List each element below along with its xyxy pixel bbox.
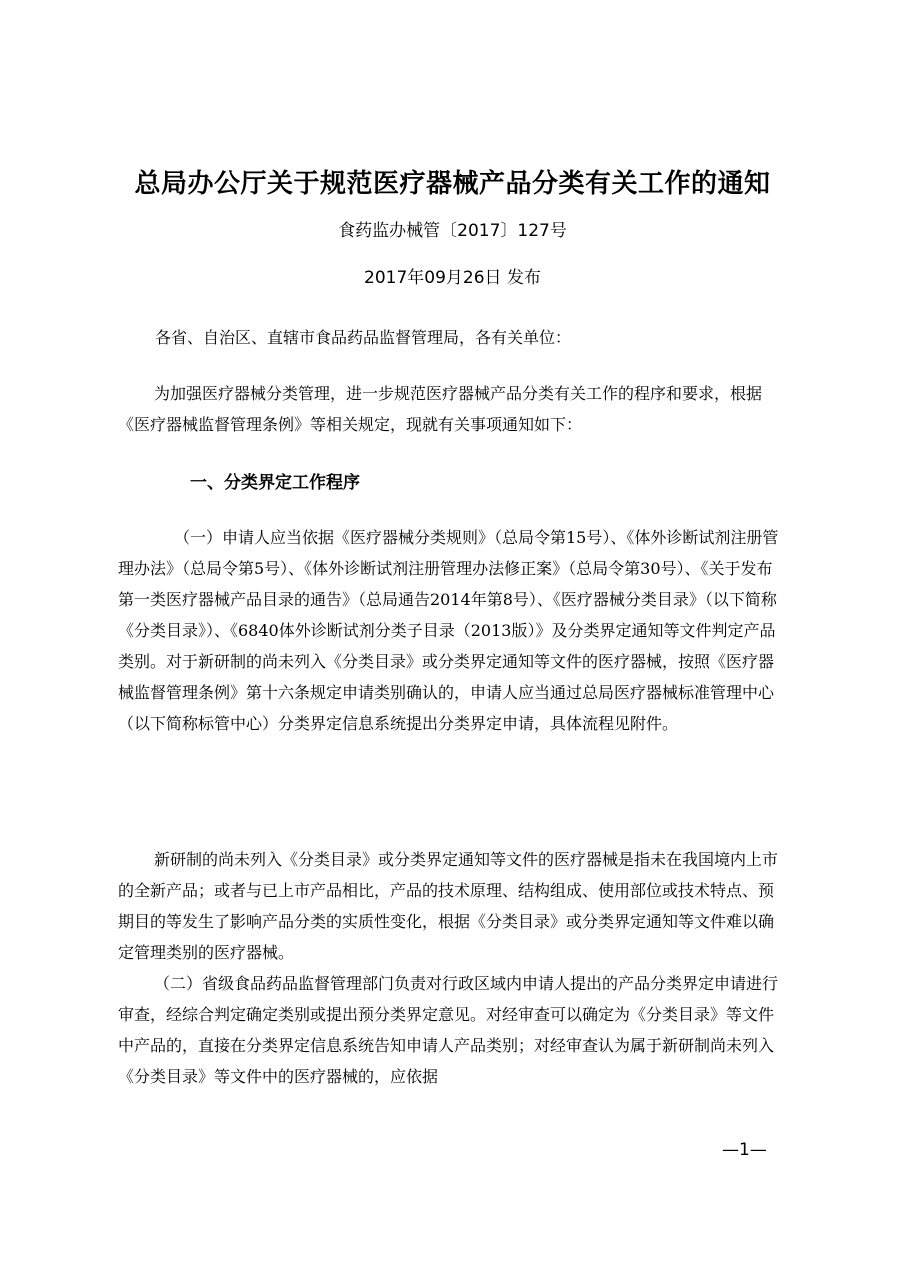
intro-text: 为加强医疗器械分类管理，进一步规范医疗器械产品分类有关工作的程序和要求，根据《医疗器械监督管理条例》等相关规定，现就有关事项通知如下： xyxy=(118,384,763,434)
paragraph-3-text: （二）省级食品药品监督管理部门负责对行政区域内申请人提出的产品分类界定申请进行审查，经综合判定确定类别或提出预分类界定意见。对经审查可以确定为《分类目录》等文件中产品的，直接在分类界定信息系统告知申请人产品类别；对经审查认为属于新研制尚未列入《分类目录》等文件中的医疗器械的，应依据 xyxy=(118,974,779,1086)
publish-date: 2017年09月26日 发布 xyxy=(364,268,541,288)
section-heading-1: 一、分类界定工作程序 xyxy=(190,473,360,493)
addressee xyxy=(155,322,795,353)
addressee-text: 各省、自治区、直辖市食品药品监督管理局，各有关单位： xyxy=(155,328,572,347)
paragraph-2 xyxy=(118,844,788,968)
paragraph-2-text: 新研制的尚未列入《分类目录》或分类界定通知等文件的医疗器械是指未在我国境内上市的全新产品；或者与已上市产品相比，产品的技术原理、结构组成、使用部位或技术特点、预期目的等发生了影响产品分类的实质性变化，根据《分类目录》或分类界定通知等文件难以确定管理类别的医疗器械。 xyxy=(118,850,779,962)
paragraph-3 xyxy=(118,968,788,1092)
document-number: 食药监办械管〔2017〕127号 xyxy=(338,221,567,241)
paragraph-1-text: （一）申请人应当依据《医疗器械分类规则》（总局令第15号）、《体外诊断试剂注册管理办法》（总局令第5号）、《体外诊断试剂注册管理办法修正案》（总局令第30号）、《关于发布第一类医疗器械产品目录的通告》（总局通告2014年第8号）、《医疗器械分类目录》（以下简称《分类目录》）、《6840体外诊断试剂分类子目录（2013版）》及分类界定通知等文件判定产品类别。对于新研制的尚未列入《分类目录》或分类界定通知等文件的医疗器械，按照《医疗器械监督管理条例》第十六条规定申请类别确认的，申请人应当通过总局医疗器械标准管理中心（以下简称标管中心）分类界定信息系统提出分类界定申请，具体流程见附件。 xyxy=(118,528,779,733)
page-number: —1— xyxy=(722,1140,767,1160)
document-title: 总局办公厅关于规范医疗器械产品分类有关工作的通知 xyxy=(134,169,771,199)
paragraph-1 xyxy=(118,522,788,739)
intro-paragraph xyxy=(118,378,788,440)
